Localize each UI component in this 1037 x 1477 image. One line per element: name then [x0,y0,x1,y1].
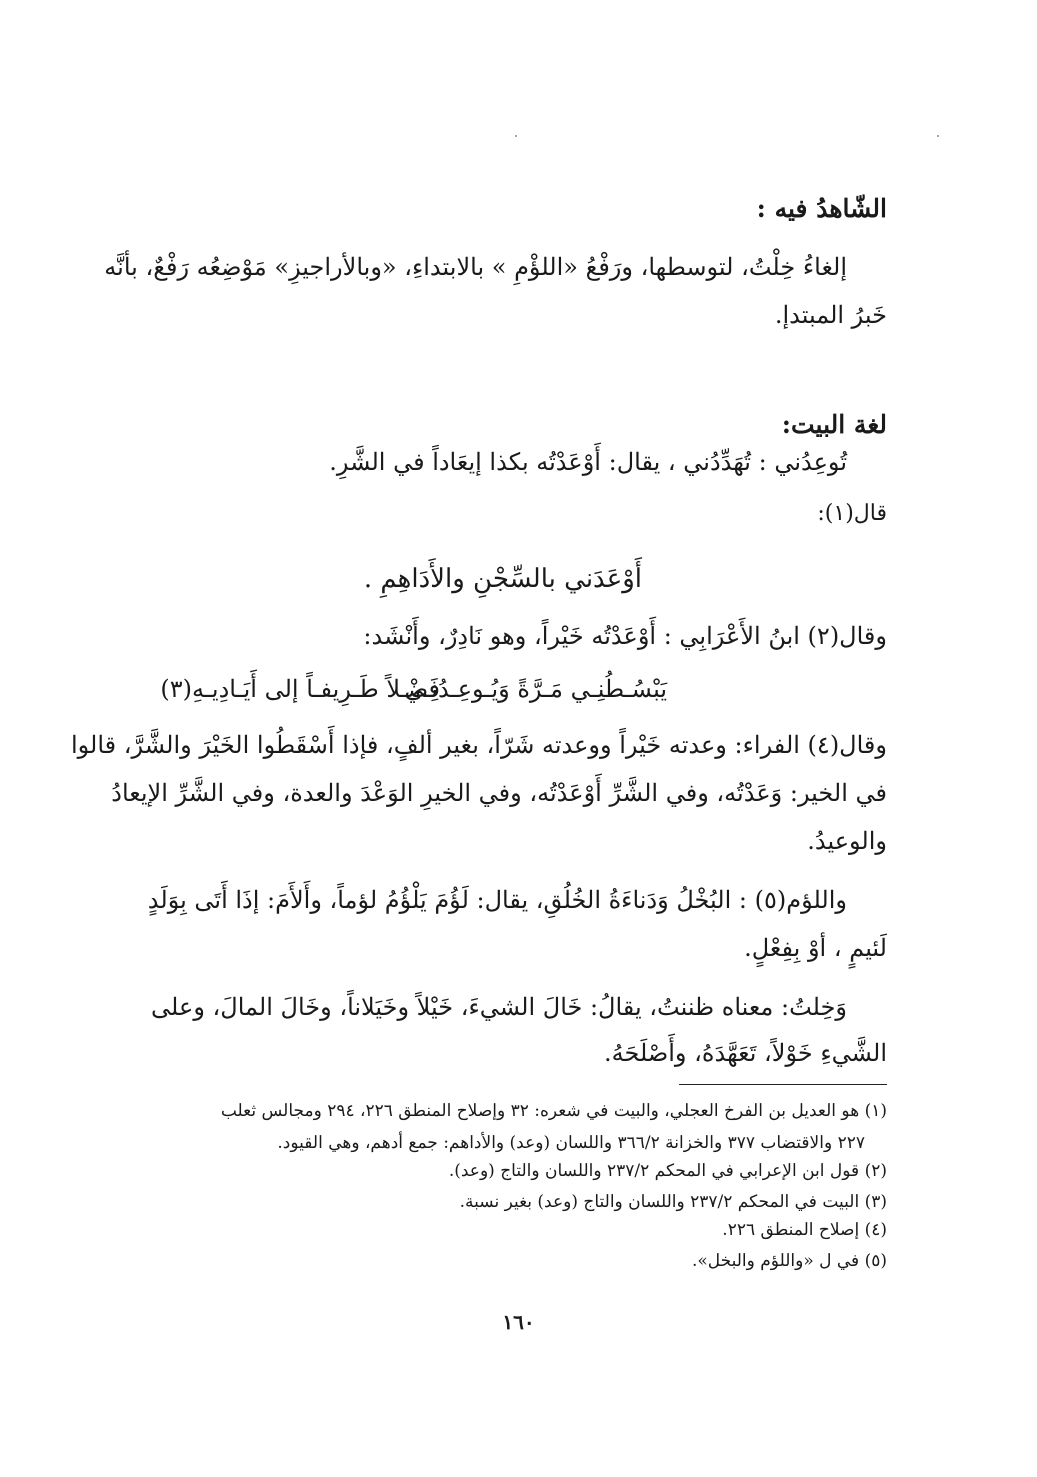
paragraph-line: إلغاءُ خِلْتُ، لتوسطها، ورَفْعُ «اللؤْمِ » بالابتداءِ، «وبالأراجيزِ» مَوْضِعُه رَفْعٌ، بأنَّه [104,253,847,281]
footnote-line: (٣) البيت في المحكم ٢٣٧/٢ واللسان والتاج (وعد) بغير نسبة. [459,1192,887,1212]
footnote-line: ٢٢٧ والاقتضاب ٣٧٧ والخزانة ٣٦٦/٢ واللسان (وعد) والأداهم: جمع أدهم، وهي القيود. [277,1133,865,1153]
section-heading-shahid: الشّاهدُ فيه : [756,194,887,223]
footnote-line: (٥) في ل «واللؤم والبخل». [691,1251,887,1271]
page-number: ١٦٠ [502,1310,535,1334]
paragraph-line: خَبرُ المبتدإ. [774,301,887,329]
paragraph-line: والوعيدُ. [807,827,887,855]
footnote-line: (١) هو العديل بن الفرخ العجلي، والبيت في شعره: ٣٢ وإصلاح المنطق ٢٢٦، ٢٩٤ ومجالس ثعلب [220,1101,887,1121]
verse-hemistich-left: فَضْـلاً طَـرِيفـاً إلى أَيَـادِيـهِ(٣) [160,675,440,703]
footnote-line: (٤) إصلاح المنطق ٢٢٦. [722,1220,887,1240]
paragraph-line: وقال(٢) ابنُ الأَعْرَابِي : أَوْعَدْتُه خَيْراً، وهو نَادِرٌ، وأَنْشَد: [363,622,887,650]
paragraph-line: وَخِلتُ: معناه ظننتُ، يقالُ: خَالَ الشيءَ، خَيْلاً وخَيَلاناً، وخَالَ المالَ، وعلى [151,993,847,1021]
paragraph-line: تُوعِدُني : تُهَدِّدُني ، يقال: أَوْعَدْتُه بكذا إيعَاداً في الشَّرِ. [329,448,847,476]
verse-hemistich-right: يَبْسُـطُنِـي مَـرَّةً وَيُـوعِـدُنِـي [404,675,667,703]
section-heading-lugha: لغة البيت: [781,410,887,439]
footnote-line: (٢) قول ابن الإعرابي في المحكم ٢٣٧/٢ واللسان والتاج (وعد). [448,1161,887,1181]
paragraph-line: لَئيمٍ ، أوْ بِفِعْلٍ. [744,934,887,962]
paragraph-line: الشَّيءِ خَوْلاً، تَعَهَّدَهُ، وأَصْلَحَهُ. [603,1039,887,1067]
footnote-separator [679,1084,887,1085]
paragraph-line: في الخير: وَعَدْتُه، وفي الشَّرِّ أَوْعَدْتُه، وفي الخيرِ الوَعْدَ والعدة، وفي الشَّرِّ الإيعادُ [111,779,887,807]
scan-speck [937,135,939,137]
scan-speck [515,135,517,137]
quoted-verse: أَوْعَدَني بالسِّجْنِ والأَدَاهِمِ . [363,564,642,594]
qal-label: قال(١): [817,501,887,526]
paragraph-line: وقال(٤) الفراء: وعدته خَيْراً ووعدته شَرّاً، بغير ألفٍ، فإذا أَسْقَطُوا الخَيْرَ والشَّرَّ، قالوا [70,731,887,759]
paragraph-line: واللؤم(٥) : البُخْلُ وَدَناءَةُ الخُلُقِ، يقال: لَؤُمَ يَلْؤُمُ لؤماً، وأَلأَمَ: إذَا أَتَى بِوَلَدٍ [147,886,847,914]
